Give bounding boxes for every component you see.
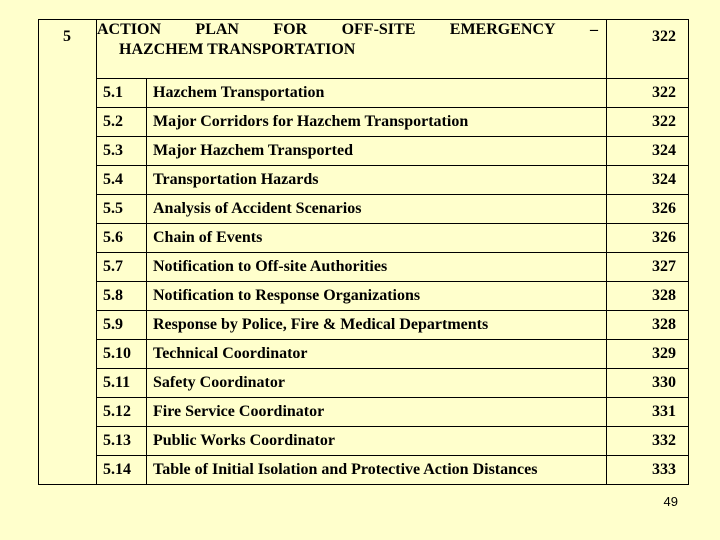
section-page-number: 326 [607,195,689,224]
section-page-number: 326 [607,224,689,253]
section-row [39,195,689,224]
section-page-number: 328 [607,311,689,340]
section-page-number: 330 [607,369,689,398]
section-number: 5.5 [97,195,147,224]
section-row [39,166,689,195]
section-number: 5.9 [97,311,147,340]
chapter-title-word: – [589,21,598,38]
section-row [39,398,689,427]
section-title: Public Works Coordinator [147,427,607,456]
section-page-number: 331 [607,398,689,427]
section-title: Analysis of Accident Scenarios [147,195,607,224]
chapter-page-number: 322 [607,20,689,79]
section-page-number: 324 [607,166,689,195]
section-number: 5.11 [97,369,147,398]
section-page-number: 328 [607,282,689,311]
section-row [39,456,689,485]
section-row [39,224,689,253]
section-row [39,253,689,282]
section-title: Safety Coordinator [147,369,607,398]
toc-body [39,20,689,485]
section-row [39,108,689,137]
section-title: Technical Coordinator [147,340,607,369]
section-title: Transportation Hazards [147,166,607,195]
section-title: Hazchem Transportation [147,79,607,108]
section-row [39,137,689,166]
section-title: Chain of Events [147,224,607,253]
slide-number: 49 [663,494,678,509]
section-number: 5.14 [97,456,147,485]
section-title: Response by Police, Fire & Medical Departments [147,311,607,340]
section-number: 5.2 [97,108,147,137]
section-number: 5.8 [97,282,147,311]
section-number: 5.10 [97,340,147,369]
chapter-title-word: FOR [273,21,308,38]
section-row [39,79,689,108]
section-row [39,340,689,369]
chapter-title-word: PLAN [195,21,239,38]
section-title: Fire Service Coordinator [147,398,607,427]
section-page-number: 324 [607,137,689,166]
section-title: Major Corridors for Hazchem Transportation [147,108,607,137]
section-row [39,311,689,340]
section-title: Notification to Response Organizations [147,282,607,311]
chapter-number: 5 [39,20,97,485]
section-page-number: 322 [607,79,689,108]
chapter-row [39,20,689,79]
chapter-title-line-2: HAZCHEM TRANSPORTATION [119,41,356,58]
chapter-title-word: ACTION [97,21,162,38]
section-title: Table of Initial Isolation and Protective Action Distances [147,456,607,485]
section-number: 5.7 [97,253,147,282]
section-number: 5.12 [97,398,147,427]
section-row [39,282,689,311]
section-page-number: 327 [607,253,689,282]
section-page-number: 322 [607,108,689,137]
section-number: 5.1 [97,79,147,108]
section-page-number: 329 [607,340,689,369]
section-number: 5.13 [97,427,147,456]
section-title: Major Hazchem Transported [147,137,607,166]
section-page-number: 332 [607,427,689,456]
section-row [39,427,689,456]
section-number: 5.6 [97,224,147,253]
section-row [39,369,689,398]
section-page-number: 333 [607,456,689,485]
chapter-title [97,20,607,79]
section-number: 5.4 [97,166,147,195]
chapter-title-line-1 [97,20,606,40]
section-title: Notification to Off-site Authorities [147,253,607,282]
section-number: 5.3 [97,137,147,166]
chapter-title-word: OFF-SITE [341,21,416,38]
toc-table [38,19,689,485]
chapter-title-word: EMERGENCY [449,21,556,38]
